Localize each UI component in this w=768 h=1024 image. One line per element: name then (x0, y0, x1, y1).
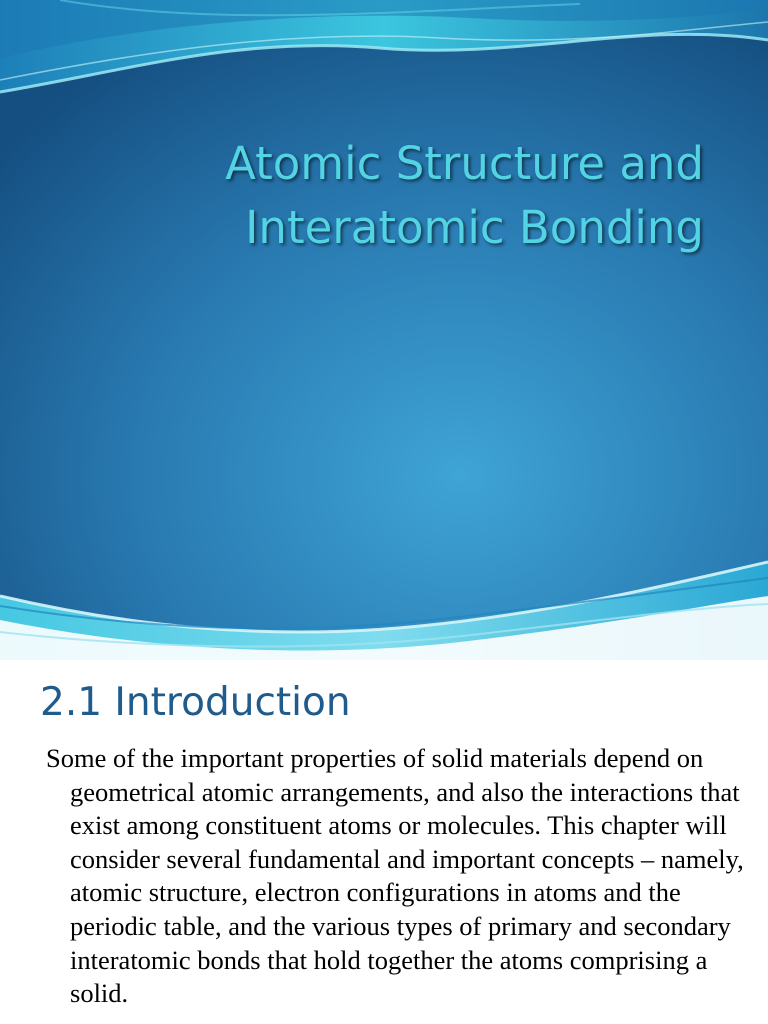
content-slide (0, 660, 768, 1024)
slide-title-line-2: Interatomic Bonding (245, 201, 704, 254)
slide-title (104, 132, 704, 260)
slide-title-line-1: Atomic Structure and (225, 137, 704, 190)
section-heading: 2.1 Introduction (40, 680, 351, 725)
body-paragraph: Some of the important properties of solid materials depend on geometrical atomic arrangements, and also the interactions that exist among constituent atoms or molecules. This chapter will consider several fundamental and important concepts – namely, atomic structure, electron configurations in atoms and the periodic table, and the various types of primary and secondary interatomic bonds that hold together the atoms comprising a solid. (46, 743, 744, 1009)
